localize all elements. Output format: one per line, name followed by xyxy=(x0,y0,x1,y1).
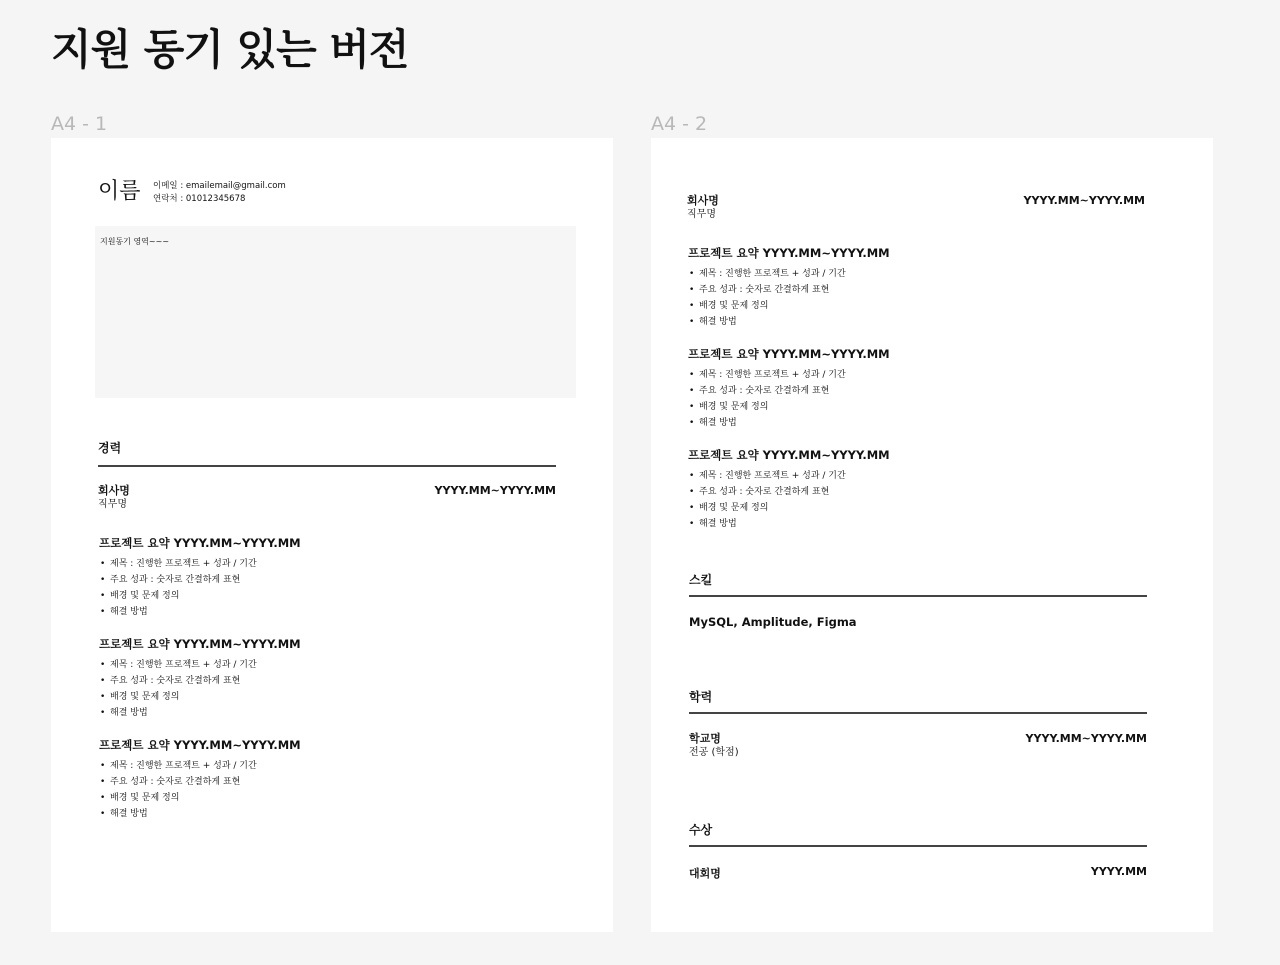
project-bullet: • 제목 : 진행한 프로젝트 + 성과 / 기간 xyxy=(99,758,459,774)
project-bullet: • 제목 : 진행한 프로젝트 + 성과 / 기간 xyxy=(688,468,1048,484)
canvas-title: 지원 동기 있는 버전 xyxy=(51,25,409,74)
education-section-title: 학력 xyxy=(689,690,713,704)
job-title: 직무명 xyxy=(687,209,716,220)
motivation-text: 지원동기 영역~~~ xyxy=(100,237,170,246)
career-divider xyxy=(98,465,556,467)
major: 전공 (학점) xyxy=(689,747,739,758)
resume-page-2 xyxy=(651,138,1213,932)
project-bullet: • 제목 : 진행한 프로젝트 + 성과 / 기간 xyxy=(688,367,1048,383)
resume-page-1 xyxy=(51,138,613,932)
project-bullet: • 배경 및 문제 정의 xyxy=(99,588,459,604)
education-divider xyxy=(689,712,1147,714)
job-title: 직무명 xyxy=(98,499,127,510)
project-bullet: • 배경 및 문제 정의 xyxy=(688,399,1048,415)
project-bullets xyxy=(688,468,1048,532)
contact-info xyxy=(153,180,286,205)
project-bullet: • 주요 성과 : 숫자로 간결하게 표현 xyxy=(99,572,459,588)
applicant-name: 이름 xyxy=(98,179,141,204)
project-bullet: • 주요 성과 : 숫자로 간결하게 표현 xyxy=(688,484,1048,500)
project-bullets xyxy=(688,367,1048,431)
project-bullet: • 주요 성과 : 숫자로 간결하게 표현 xyxy=(99,774,459,790)
project-title: 프로젝트 요약 YYYY.MM~YYYY.MM xyxy=(99,637,301,651)
company-name: 회사명 xyxy=(98,484,130,497)
award-date: YYYY.MM xyxy=(1090,865,1147,878)
company-name: 회사명 xyxy=(687,194,719,207)
project-bullet: • 해결 방법 xyxy=(99,604,459,620)
project-block xyxy=(688,245,1048,330)
project-bullet: • 해결 방법 xyxy=(99,705,459,721)
project-block xyxy=(99,737,459,822)
education-period: YYYY.MM~YYYY.MM xyxy=(1025,732,1147,745)
skills-section-title: 스킬 xyxy=(689,573,713,587)
school-name: 학교명 xyxy=(689,732,721,745)
project-bullet: • 해결 방법 xyxy=(99,806,459,822)
project-bullet: • 배경 및 문제 정의 xyxy=(99,790,459,806)
project-bullet: • 배경 및 문제 정의 xyxy=(688,500,1048,516)
project-title: 프로젝트 요약 YYYY.MM~YYYY.MM xyxy=(99,738,301,752)
employment-period: YYYY.MM~YYYY.MM xyxy=(434,484,556,497)
project-title: 프로젝트 요약 YYYY.MM~YYYY.MM xyxy=(99,536,301,550)
award-name: 대회명 xyxy=(689,867,721,880)
project-bullets xyxy=(688,266,1048,330)
project-bullets xyxy=(99,758,459,822)
career-section-title: 경력 xyxy=(98,441,122,455)
project-bullet: • 배경 및 문제 정의 xyxy=(99,689,459,705)
project-title: 프로젝트 요약 YYYY.MM~YYYY.MM xyxy=(688,246,890,260)
project-bullet: • 주요 성과 : 숫자로 간결하게 표현 xyxy=(688,282,1048,298)
project-bullet: • 해결 방법 xyxy=(688,415,1048,431)
frame-label-a4-2[interactable]: A4 - 2 xyxy=(651,113,708,135)
project-title: 프로젝트 요약 YYYY.MM~YYYY.MM xyxy=(688,448,890,462)
skills-divider xyxy=(689,595,1147,597)
project-bullets xyxy=(99,657,459,721)
project-bullet: • 해결 방법 xyxy=(688,314,1048,330)
project-block xyxy=(688,447,1048,532)
motivation-area xyxy=(95,226,576,398)
project-bullet: • 제목 : 진행한 프로젝트 + 성과 / 기간 xyxy=(688,266,1048,282)
frame-label-a4-1[interactable]: A4 - 1 xyxy=(51,113,108,135)
project-bullet: • 해결 방법 xyxy=(688,516,1048,532)
project-bullet: • 주요 성과 : 숫자로 간결하게 표현 xyxy=(688,383,1048,399)
employment-period: YYYY.MM~YYYY.MM xyxy=(1023,194,1145,207)
project-bullet: • 제목 : 진행한 프로젝트 + 성과 / 기간 xyxy=(99,556,459,572)
project-block xyxy=(99,535,459,620)
project-block xyxy=(688,346,1048,431)
skills-list: MySQL, Amplitude, Figma xyxy=(689,615,857,629)
phone-line: 연락처 : 01012345678 xyxy=(153,193,246,204)
project-bullet: • 제목 : 진행한 프로젝트 + 성과 / 기간 xyxy=(99,657,459,673)
awards-divider xyxy=(689,845,1147,847)
email-line: 이메일 : emailemail@gmail.com xyxy=(153,181,286,191)
project-block xyxy=(99,636,459,721)
project-bullet: • 주요 성과 : 숫자로 간결하게 표현 xyxy=(99,673,459,689)
project-bullets xyxy=(99,556,459,620)
project-title: 프로젝트 요약 YYYY.MM~YYYY.MM xyxy=(688,347,890,361)
awards-section-title: 수상 xyxy=(689,823,713,837)
project-bullet: • 배경 및 문제 정의 xyxy=(688,298,1048,314)
